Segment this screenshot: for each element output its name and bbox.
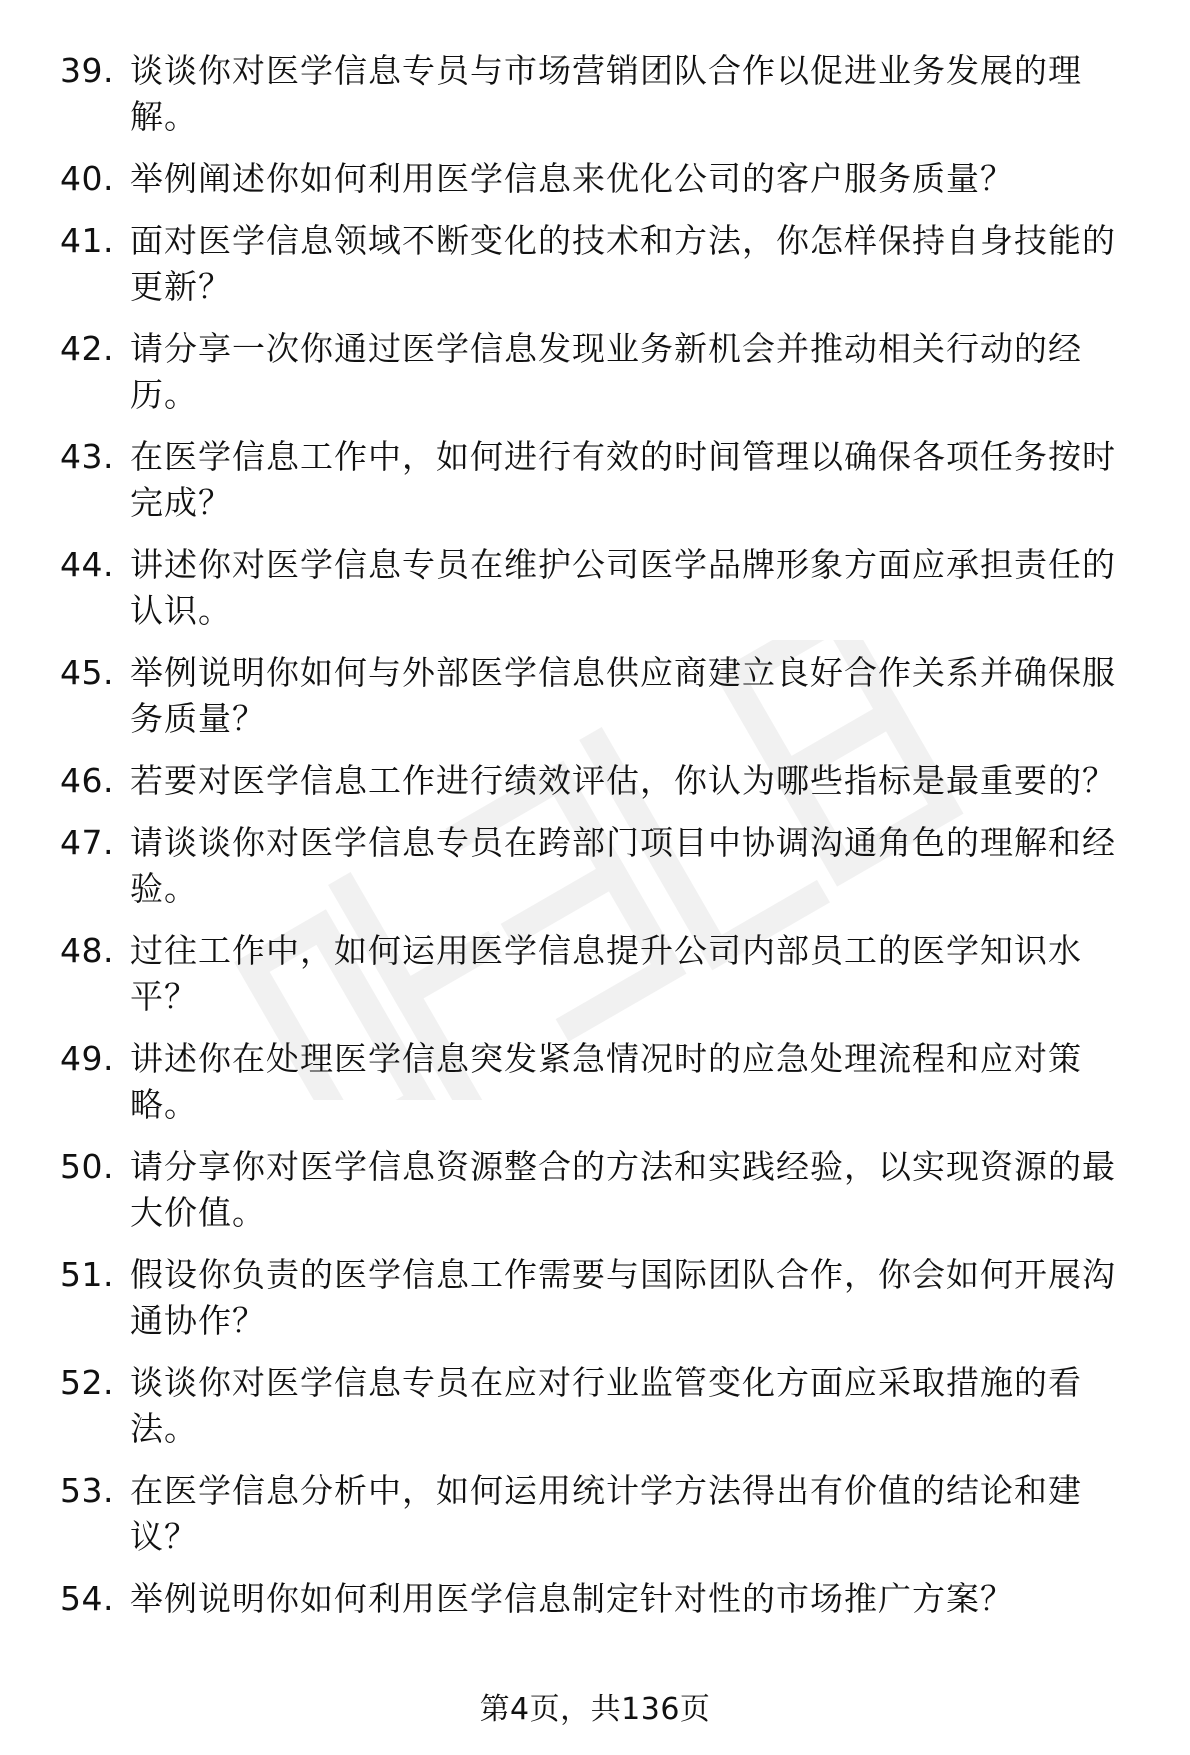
question-text: 举例阐述你如何利用医学信息来优化公司的客户服务质量？ — [130, 159, 1014, 198]
question-text: 请分享一次你通过医学信息发现业务新机会并推动相关行动的经历。 — [130, 329, 1082, 414]
question-number: 47. — [60, 823, 114, 862]
question-text: 讲述你在处理医学信息突发紧急情况时的应急处理流程和应对策略。 — [130, 1039, 1082, 1124]
list-item — [60, 48, 1150, 140]
question-number: 44. — [60, 545, 114, 584]
list-item — [60, 434, 1150, 526]
list-item — [60, 1468, 1150, 1560]
list-item — [60, 1360, 1150, 1452]
list-item — [60, 650, 1150, 742]
question-number: 54. — [60, 1579, 114, 1618]
question-text: 过往工作中，如何运用医学信息提升公司内部员工的医学知识水平？ — [130, 931, 1082, 1016]
page-number-label: 第4页，共136页 — [479, 1692, 711, 1727]
list-item — [60, 758, 1150, 804]
question-number: 40. — [60, 159, 114, 198]
question-text: 在医学信息分析中，如何运用统计学方法得出有价值的结论和建议？ — [130, 1471, 1082, 1556]
list-item — [60, 326, 1150, 418]
question-text: 假设你负责的医学信息工作需要与国际团队合作，你会如何开展沟通协作？ — [130, 1255, 1116, 1340]
question-text: 谈谈你对医学信息专员在应对行业监管变化方面应采取措施的看法。 — [130, 1363, 1082, 1448]
list-item — [60, 1144, 1150, 1236]
list-item — [60, 1036, 1150, 1128]
list-item — [60, 156, 1150, 202]
list-item — [60, 542, 1150, 634]
question-number: 51. — [60, 1255, 114, 1294]
list-item — [60, 1252, 1150, 1344]
question-number: 48. — [60, 931, 114, 970]
list-item — [60, 1576, 1150, 1622]
page-footer — [0, 1690, 1190, 1730]
question-number: 49. — [60, 1039, 114, 1078]
question-text: 在医学信息工作中，如何进行有效的时间管理以确保各项任务按时完成？ — [130, 437, 1116, 522]
question-number: 52. — [60, 1363, 114, 1402]
question-number: 50. — [60, 1147, 114, 1186]
question-number: 45. — [60, 653, 114, 692]
question-text: 请分享你对医学信息资源整合的方法和实践经验，以实现资源的最大价值。 — [130, 1147, 1116, 1232]
question-number: 39. — [60, 51, 114, 90]
question-number: 43. — [60, 437, 114, 476]
question-number: 46. — [60, 761, 114, 800]
question-list — [60, 48, 1150, 1638]
question-number: 41. — [60, 221, 114, 260]
question-text: 举例说明你如何与外部医学信息供应商建立良好合作关系并确保服务质量？ — [130, 653, 1116, 738]
list-item — [60, 218, 1150, 310]
question-number: 42. — [60, 329, 114, 368]
question-text: 举例说明你如何利用医学信息制定针对性的市场推广方案？ — [130, 1579, 1014, 1618]
question-text: 谈谈你对医学信息专员与市场营销团队合作以促进业务发展的理解。 — [130, 51, 1082, 136]
question-text: 面对医学信息领域不断变化的技术和方法，你怎样保持自身技能的更新？ — [130, 221, 1116, 306]
question-text: 请谈谈你对医学信息专员在跨部门项目中协调沟通角色的理解和经验。 — [130, 823, 1116, 908]
list-item — [60, 820, 1150, 912]
question-text: 若要对医学信息工作进行绩效评估，你认为哪些指标是最重要的？ — [130, 761, 1116, 800]
list-item — [60, 928, 1150, 1020]
question-number: 53. — [60, 1471, 114, 1510]
question-text: 讲述你对医学信息专员在维护公司医学品牌形象方面应承担责任的认识。 — [130, 545, 1116, 630]
